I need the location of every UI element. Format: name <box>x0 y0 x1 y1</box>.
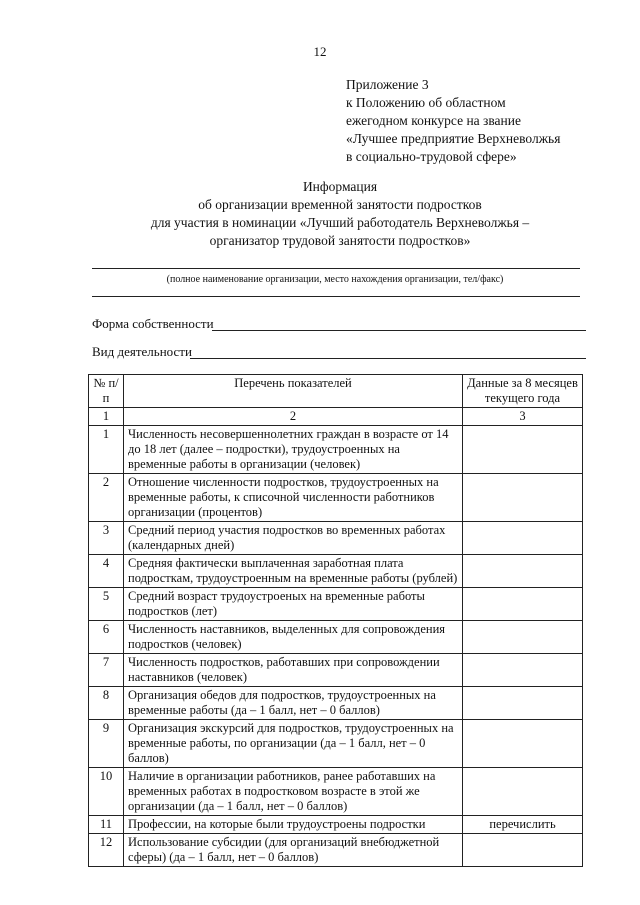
header-number: № п/п <box>89 375 124 408</box>
table-row <box>89 687 583 720</box>
table-row <box>89 816 583 834</box>
table-row <box>89 588 583 621</box>
row-value[interactable] <box>463 720 583 768</box>
table-row <box>89 654 583 687</box>
row-number: 8 <box>89 687 124 720</box>
row-indicator: Организация экскурсий для подростков, трудоустроенных на временные работы, по организации (да – 1 балл, нет – 0 баллов) <box>124 720 463 768</box>
table-row <box>89 621 583 654</box>
col-number-1: 1 <box>89 408 124 426</box>
row-value[interactable] <box>463 654 583 687</box>
row-number: 11 <box>89 816 124 834</box>
appendix-line: к Положению об областном <box>346 95 506 110</box>
row-number: 6 <box>89 621 124 654</box>
col-number-3: 3 <box>463 408 583 426</box>
row-value[interactable] <box>463 522 583 555</box>
row-number: 3 <box>89 522 124 555</box>
table-numbering-row <box>89 408 583 426</box>
title-heading: Информация <box>302 179 378 194</box>
activity-line[interactable] <box>190 358 586 359</box>
appendix-line: «Лучшее предприятие Верхневолжья <box>346 131 561 146</box>
appendix-note <box>346 76 560 166</box>
row-indicator: Численность подростков, работавших при сопровождении наставников (человек) <box>124 654 463 687</box>
row-number: 4 <box>89 555 124 588</box>
header-data: Данные за 8 месяцев текущего года <box>463 375 583 408</box>
page-number: 12 <box>313 44 327 59</box>
row-number: 1 <box>89 426 124 474</box>
row-indicator: Средняя фактически выплаченная заработная плата подросткам, трудоустроенным на временные работы (рублей) <box>124 555 463 588</box>
row-number: 10 <box>89 768 124 816</box>
title-line: для участия в номинации «Лучший работодатель Верхневолжья – <box>150 215 530 230</box>
row-value[interactable] <box>463 768 583 816</box>
row-indicator: Наличие в организации работников, ранее работавших на временных работах в подростковом возрасте в этой же организации (да – 1 балл, нет – 0 баллов) <box>124 768 463 816</box>
org-name-line[interactable] <box>92 268 580 269</box>
row-number: 9 <box>89 720 124 768</box>
row-indicator: Отношение численности подростков, трудоустроенных на временные работы, к списочной численности работников организации (процентов) <box>124 474 463 522</box>
row-number: 7 <box>89 654 124 687</box>
table-row <box>89 522 583 555</box>
appendix-line: ежегодном конкурсе на звание <box>346 113 521 128</box>
table-row <box>89 834 583 867</box>
row-value[interactable] <box>463 588 583 621</box>
row-indicator: Численность наставников, выделенных для сопровождения подростков (человек) <box>124 621 463 654</box>
table-row <box>89 555 583 588</box>
table-row <box>89 720 583 768</box>
row-value[interactable] <box>463 474 583 522</box>
ownership-line[interactable] <box>212 330 586 331</box>
appendix-line: Приложение 3 <box>346 77 429 92</box>
row-indicator: Профессии, на которые были трудоустроены подростки <box>124 816 463 834</box>
table-row <box>89 474 583 522</box>
header-indicators: Перечень показателей <box>124 375 463 408</box>
row-value[interactable]: перечислить <box>463 816 583 834</box>
row-indicator: Использование субсидии (для организаций внебюджетной сферы) (да – 1 балл, нет – 0 баллов) <box>124 834 463 867</box>
col-number-2: 2 <box>124 408 463 426</box>
indicators-table <box>88 374 583 867</box>
appendix-line: в социально-трудовой сфере» <box>346 149 517 164</box>
row-value[interactable] <box>463 555 583 588</box>
row-number: 2 <box>89 474 124 522</box>
title-line: организатор трудовой занятости подростков» <box>209 233 471 248</box>
table-row <box>89 768 583 816</box>
table-header-row <box>89 375 583 408</box>
row-indicator: Организация обедов для подростков, трудоустроенных на временные работы (да – 1 балл, нет – 0 баллов) <box>124 687 463 720</box>
org-name-line-2[interactable] <box>92 296 580 297</box>
row-value[interactable] <box>463 621 583 654</box>
row-indicator: Средний возраст трудоустроеных на временные работы подростков (лет) <box>124 588 463 621</box>
row-indicator: Средний период участия подростков во временных работах (календарных дней) <box>124 522 463 555</box>
org-name-caption: (полное наименование организации, место нахождения организации, тел/факс) <box>166 274 504 285</box>
row-value[interactable] <box>463 426 583 474</box>
title-line: об организации временной занятости подростков <box>198 197 482 212</box>
row-value[interactable] <box>463 834 583 867</box>
table-row <box>89 426 583 474</box>
document-title <box>0 178 640 250</box>
row-number: 5 <box>89 588 124 621</box>
activity-label: Вид деятельности <box>92 344 192 359</box>
row-indicator: Численность несовершеннолетних граждан в возрасте от 14 до 18 лет (далее – подростки), трудоустроенных на временные работы в организации (человек) <box>124 426 463 474</box>
ownership-label: Форма собственности <box>92 316 214 331</box>
row-value[interactable] <box>463 687 583 720</box>
row-number: 12 <box>89 834 124 867</box>
